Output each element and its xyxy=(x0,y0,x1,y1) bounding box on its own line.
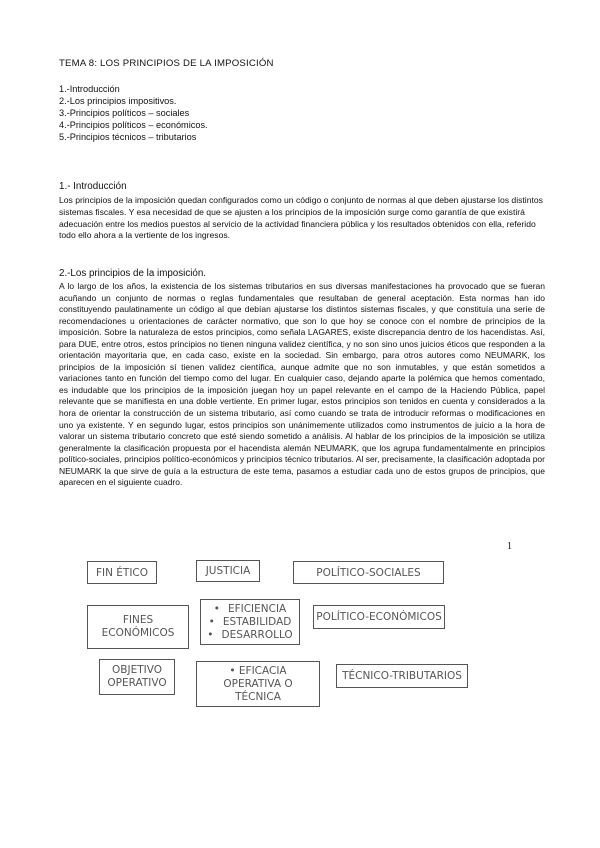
diagram-box-fin-etico: FIN ÉTICO xyxy=(87,561,157,584)
toc-item: 5.-Principios técnicos – tributarios xyxy=(59,131,197,142)
diagram-box-politico-economicos: POLÍTICO-ECONÓMICOS xyxy=(313,605,445,629)
table-of-contents xyxy=(59,84,208,144)
diagram-text-line: TÉCNICA xyxy=(235,690,281,703)
diagram-text-line: OPERATIVO xyxy=(107,677,167,689)
page-number: 1 xyxy=(507,541,512,552)
diagram-bullet-item: • EFICIENCIA xyxy=(214,603,287,616)
diagram-text-line: OBJETIVO xyxy=(112,664,162,676)
diagram-text-line: OPERATIVA O xyxy=(223,677,293,690)
toc-item: 1.-Introducción xyxy=(59,84,120,94)
diagram-box-eficacia xyxy=(196,661,320,707)
section-2-paragraph: A lo largo de los años, la existencia de los sistemas tributarios en sus diversas manifestaciones ha provocado que se fueran acuñando un conjunto de normas o reglas fundamentales que resultaban de general aceptación. Esta normas han ido constituyendo paulatinamente un código al que debían ajustarse los distintos sistemas fiscales, y que constituía una serie de recomendaciones u orientaciones de carácter normativo, que son lo que hoy se conoce con el nombre de principios de la imposición. Sobre la naturaleza de estos principios, como señala LAGARES, existe discrepancia dentro de los hacendistas. Así, para DUE, entre otros, estos principios no tienen ninguna validez científica, y no son sino unos juicios éticos que responden a la orientación mayoritaria que, en cada caso, existe en la sociedad. Sin embargo, para otros autores como NEUMARK, los principios de la imposición sí tienen validez científica, aunque admite que no son inmutables, y que están sometidos a variaciones tanto en función del tiempo como del lugar. En cualquier caso, dejando aparte la polémica que hemos comentado, es indudable que los principios de la imposición juegan hoy un papel relevante en el campo de la Haciendo Pública, papel relevante que se manifiesta en una doble vertiente. En primer lugar, estos principios son tenidos en cuenta y considerados a la hora de orientar la construcción de un sistema tributario, así como cuando se trata de introducir reformas o modificaciones en uno ya existente. Y en segundo lugar, estos principios son unánimemente utilizados como instrumentos de juicio a la hora de valorar un sistema tributario concreto que esté siendo sometido a análisis. Al hablar de los principios de la imposición se utiliza generalmente la clasificación propuesta por el hacendista alemán NEUMARK, que los agrupa fundamentalmente en principios político-sociales, principios político-económicos y principios técnico tributarios. Al ser, precisamente, la clasificación adoptada por NEUMARK la que sirve de guía a la estructura de este tema, pasamos a estudiar cada uno de estos grupos de principios, que aparecen en el siguiente cuadro. xyxy=(59,281,545,488)
diagram-text-line: FINES xyxy=(122,614,154,626)
toc-item: 4.-Principios políticos – económicos. xyxy=(59,119,208,130)
section-2-heading: 2.-Los principios de la imposición. xyxy=(59,268,207,279)
toc-item: 2.-Los principios impositivos. xyxy=(59,95,177,106)
diagram-text-line: ECONÓMICOS xyxy=(101,627,175,639)
section-1-paragraph: Los principios de la imposición quedan configurados como un código o conjunto de normas al que deben ajustarse los distintos sistemas fiscales. Y esa necesidad de que se ajusten a los principios de la imposición surge como garantía de que existirá adecuación entre los medios puestos al servicio de la actividad financiera pública y los resultados obtenidos con ella, referido todo ello ahora a la vertiente de los ingresos. xyxy=(59,195,543,241)
section-1-heading: 1.- Introducción xyxy=(59,181,127,192)
diagram-box-eficiencia xyxy=(200,599,300,645)
diagram-box-tecnico-tributarios: TÉCNICO-TRIBUTARIOS xyxy=(336,664,468,688)
diagram-box-fines-economicos xyxy=(87,605,189,649)
diagram-box-objetivo-operativo xyxy=(99,659,175,695)
diagram-box-politico-sociales: POLÍTICO-SOCIALES xyxy=(293,561,444,584)
diagram-bullet-item: • ESTABILIDAD xyxy=(209,616,292,629)
diagram-text-line: • EFICACIA xyxy=(229,664,287,677)
diagram-bullet-item: • DESARROLLO xyxy=(207,629,292,642)
toc-item: 3.-Principios políticos – sociales xyxy=(59,107,190,118)
diagram-box-justicia: JUSTICIA xyxy=(196,560,260,582)
document-title: TEMA 8: LOS PRINCIPIOS DE LA IMPOSICIÓN xyxy=(59,58,274,69)
